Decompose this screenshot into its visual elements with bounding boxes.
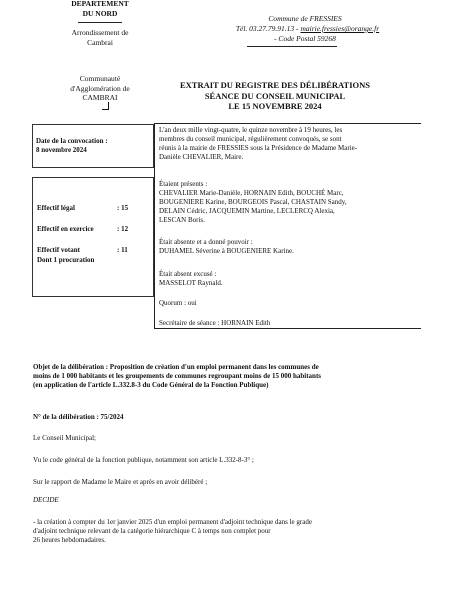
community-line1: Communauté (79, 74, 121, 83)
objet-block (33, 363, 428, 390)
intro-line1: L'an deux mille vingt-quatre, le quinze novembre à 19 heures, les (159, 126, 343, 134)
absent-pouvoir-section (159, 238, 421, 256)
effectif-legal (37, 204, 155, 213)
creation-line1: - la création à compter du 1er janvier 2025 d'un emploi permanent d'adjoint technique dans le grade (33, 518, 312, 526)
effectif-exercice (37, 225, 155, 234)
presents-section (159, 180, 421, 225)
objet-line2: moins de 1 000 habitants et les groupements de communes regroupant moins de 15 000 habitants (33, 372, 321, 380)
effectif-box (32, 177, 154, 297)
page-title (150, 80, 400, 112)
deliberation-number: N° de la délibération : 75/2024 (33, 413, 124, 421)
objet-line1: Objet de la délibération : Proposition de création d'un emploi permanent dans les communes de (33, 363, 319, 371)
arrondissement-label: Arrondissement de (71, 28, 129, 37)
conseil-line: Le Conseil Municipal; (33, 434, 96, 442)
intro-line2: membres du conseil municipal, régulièrement convoqués, se sont (159, 135, 342, 143)
absent-pouvoir-value: DUHAMEL Séverine à BOUGENIERE Karine. (159, 247, 294, 255)
table-bottom-rule (154, 328, 421, 329)
vu-line: Vu le code général de la fonction publique, notamment son article L.332-8-3° ; (33, 456, 254, 464)
absent-excuse-label: Était absent excusé : (159, 270, 217, 278)
department-name (40, 0, 160, 18)
presents-line3: DELAIN Cédric, JACQUEMIN Martine, LECLERCQ Alexia, (159, 207, 335, 215)
email-link[interactable]: mairie.fressies@orange.fr (300, 24, 380, 33)
contact-line (190, 24, 425, 34)
creation-paragraph (33, 518, 428, 545)
secretaire: Secrétaire de séance : HORNAIN Edith (159, 319, 271, 327)
header-divider-right (247, 46, 337, 47)
presents-line4: LESCAN Boris. (159, 216, 205, 224)
convocation-date: 8 novembre 2024 (36, 146, 87, 154)
absent-excuse-section (159, 270, 421, 288)
intro-line3: réunis à la mairie de FRESSIES sous la Présidence de Madame Marie- (159, 144, 358, 152)
phone-number: Tél. 03.27.79.91.13 - (235, 24, 299, 33)
absent-excuse-value: MASSELOT Raynald. (159, 279, 223, 287)
effectif-votant-label: Effectif votant (37, 246, 80, 254)
intro-paragraph (159, 126, 421, 162)
effectif-votant-value: : 11 (117, 246, 128, 254)
arrondissement-city: Cambrai (87, 37, 113, 47)
community-line2: d'Agglomération de (70, 83, 130, 93)
department-line1: DEPARTEMENT (71, 0, 129, 8)
table-top-rule (154, 123, 421, 124)
presents-label: Étaient présents : (159, 180, 208, 188)
absent-pouvoir-label: Était absente et a donné pouvoir : (159, 238, 253, 246)
postal-code: - Code Postal 59268 (274, 34, 336, 43)
table-divider-vertical (154, 123, 155, 329)
convocation-info (36, 137, 154, 155)
presents-line1: CHEVALIER Marie-Danièle, HORNAIN Edith, BOUCHÉ Marc, (159, 189, 344, 197)
decide-heading: DECIDE (33, 496, 59, 504)
effectif-votant (37, 246, 155, 255)
effectif-exercice-label: Effectif en exercice (37, 225, 94, 233)
effectif-legal-value: : 15 (117, 204, 129, 212)
title-line2: SÉANCE DU CONSEIL MUNICIPAL (204, 90, 346, 101)
community-line3: CAMBRAI (82, 93, 118, 102)
arrondissement (40, 28, 160, 47)
title-line1: EXTRAIT DU REGISTRE DES DÉLIBÉRATIONS (179, 80, 371, 90)
corner-mark-icon (102, 102, 109, 110)
header-divider-left (78, 22, 122, 23)
effectif-exercice-value: : 12 (117, 225, 129, 233)
community-block (40, 74, 160, 103)
quorum: Quorum : oui (159, 299, 197, 307)
commune-name: Commune de FRESSIES (268, 14, 342, 23)
intro-line4: Danièle CHEVALIER, Maire. (159, 153, 244, 161)
effectif-legal-label: Effectif légal (37, 204, 75, 212)
title-line3: LE 15 NOVEMBRE 2024 (228, 101, 322, 111)
rapport-line: Sur le rapport de Madame le Maire et après en avoir délibéré ; (33, 478, 208, 486)
procuration: Dont 1 procuration (37, 256, 95, 264)
objet-line3: (en application de l'article L.332.8-3 du Code Général de la Fonction Publique) (33, 381, 269, 389)
creation-line3: 26 heures hebdomadaires. (33, 536, 106, 544)
convocation-label: Date de la convocation : (36, 137, 108, 145)
department-line2: DU NORD (82, 8, 118, 18)
creation-line2: d'adjoint technique relevant de la catégorie hiérarchique C à temps non complet pour (33, 527, 271, 535)
presents-line2: BOUGENIERE Karine, BOURGEOIS Pascal, CHASTAIN Sandy, (159, 198, 347, 206)
